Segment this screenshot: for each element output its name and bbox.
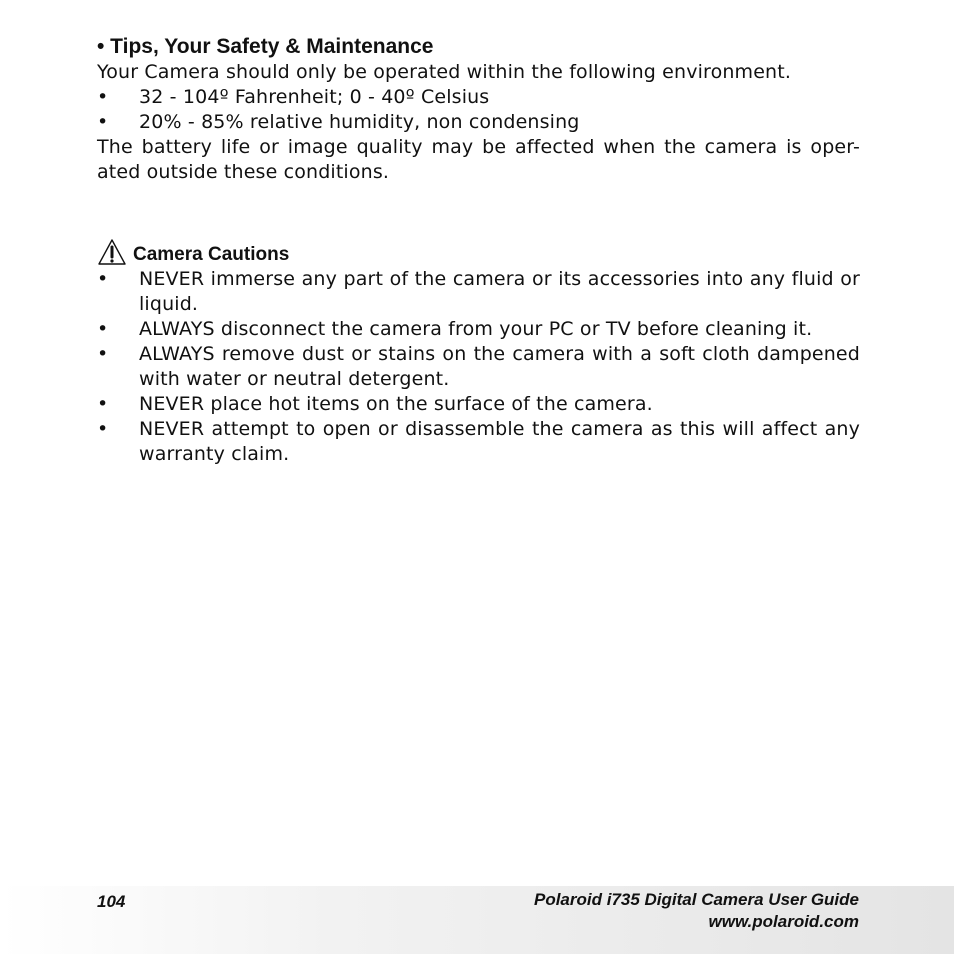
caution-text: ALWAYS remove dust or stains on the camera with a soft cloth dampened with water or neutral detergent.	[139, 343, 860, 390]
guide-title: Polaroid i735 Digital Camera User Guide	[533, 890, 859, 909]
caution-item	[97, 267, 860, 317]
caution-text: ALWAYS disconnect the camera from your PC or TV before cleaning it.	[139, 318, 813, 340]
caution-text: NEVER attempt to open or disassemble the camera as this will affect any warranty claim.	[139, 418, 860, 465]
condition-item	[97, 85, 860, 110]
caution-item	[97, 417, 860, 467]
bullet-icon: •	[97, 111, 109, 133]
section-title: • Tips, Your Safety & Maintenance	[97, 35, 434, 58]
caution-text: NEVER immerse any part of the camera or its accessories into any fluid or liquid.	[139, 268, 860, 315]
footer-info	[534, 889, 859, 933]
caution-item	[97, 317, 860, 342]
page-number: 104	[97, 892, 126, 911]
page-content	[97, 34, 860, 467]
bullet-icon: •	[97, 86, 109, 108]
page-footer	[0, 886, 954, 954]
caution-list	[97, 267, 860, 467]
bullet-icon: •	[97, 393, 109, 415]
battery-note: The battery life or image quality may be affected when the camera is oper-ated outside these conditions.	[97, 136, 860, 183]
environment-conditions-list	[97, 85, 860, 135]
caution-text: NEVER place hot items on the surface of the camera.	[139, 393, 653, 415]
caution-title: Camera Cautions	[133, 244, 290, 265]
bullet-icon: •	[97, 318, 109, 340]
caution-item	[97, 342, 860, 392]
condition-text: 32 - 104º Fahrenheit; 0 - 40º Celsius	[139, 86, 490, 108]
website-link[interactable]: www.polaroid.com	[708, 912, 859, 931]
bullet-icon: •	[97, 418, 109, 440]
warning-triangle-icon	[97, 238, 127, 266]
condition-item	[97, 110, 860, 135]
environment-intro: Your Camera should only be operated within the following environment.	[97, 61, 792, 83]
bullet-icon: •	[97, 343, 109, 365]
caution-item	[97, 392, 860, 417]
caution-heading	[97, 238, 860, 266]
bullet-icon: •	[97, 268, 109, 290]
condition-text: 20% - 85% relative humidity, non condensing	[139, 111, 580, 133]
